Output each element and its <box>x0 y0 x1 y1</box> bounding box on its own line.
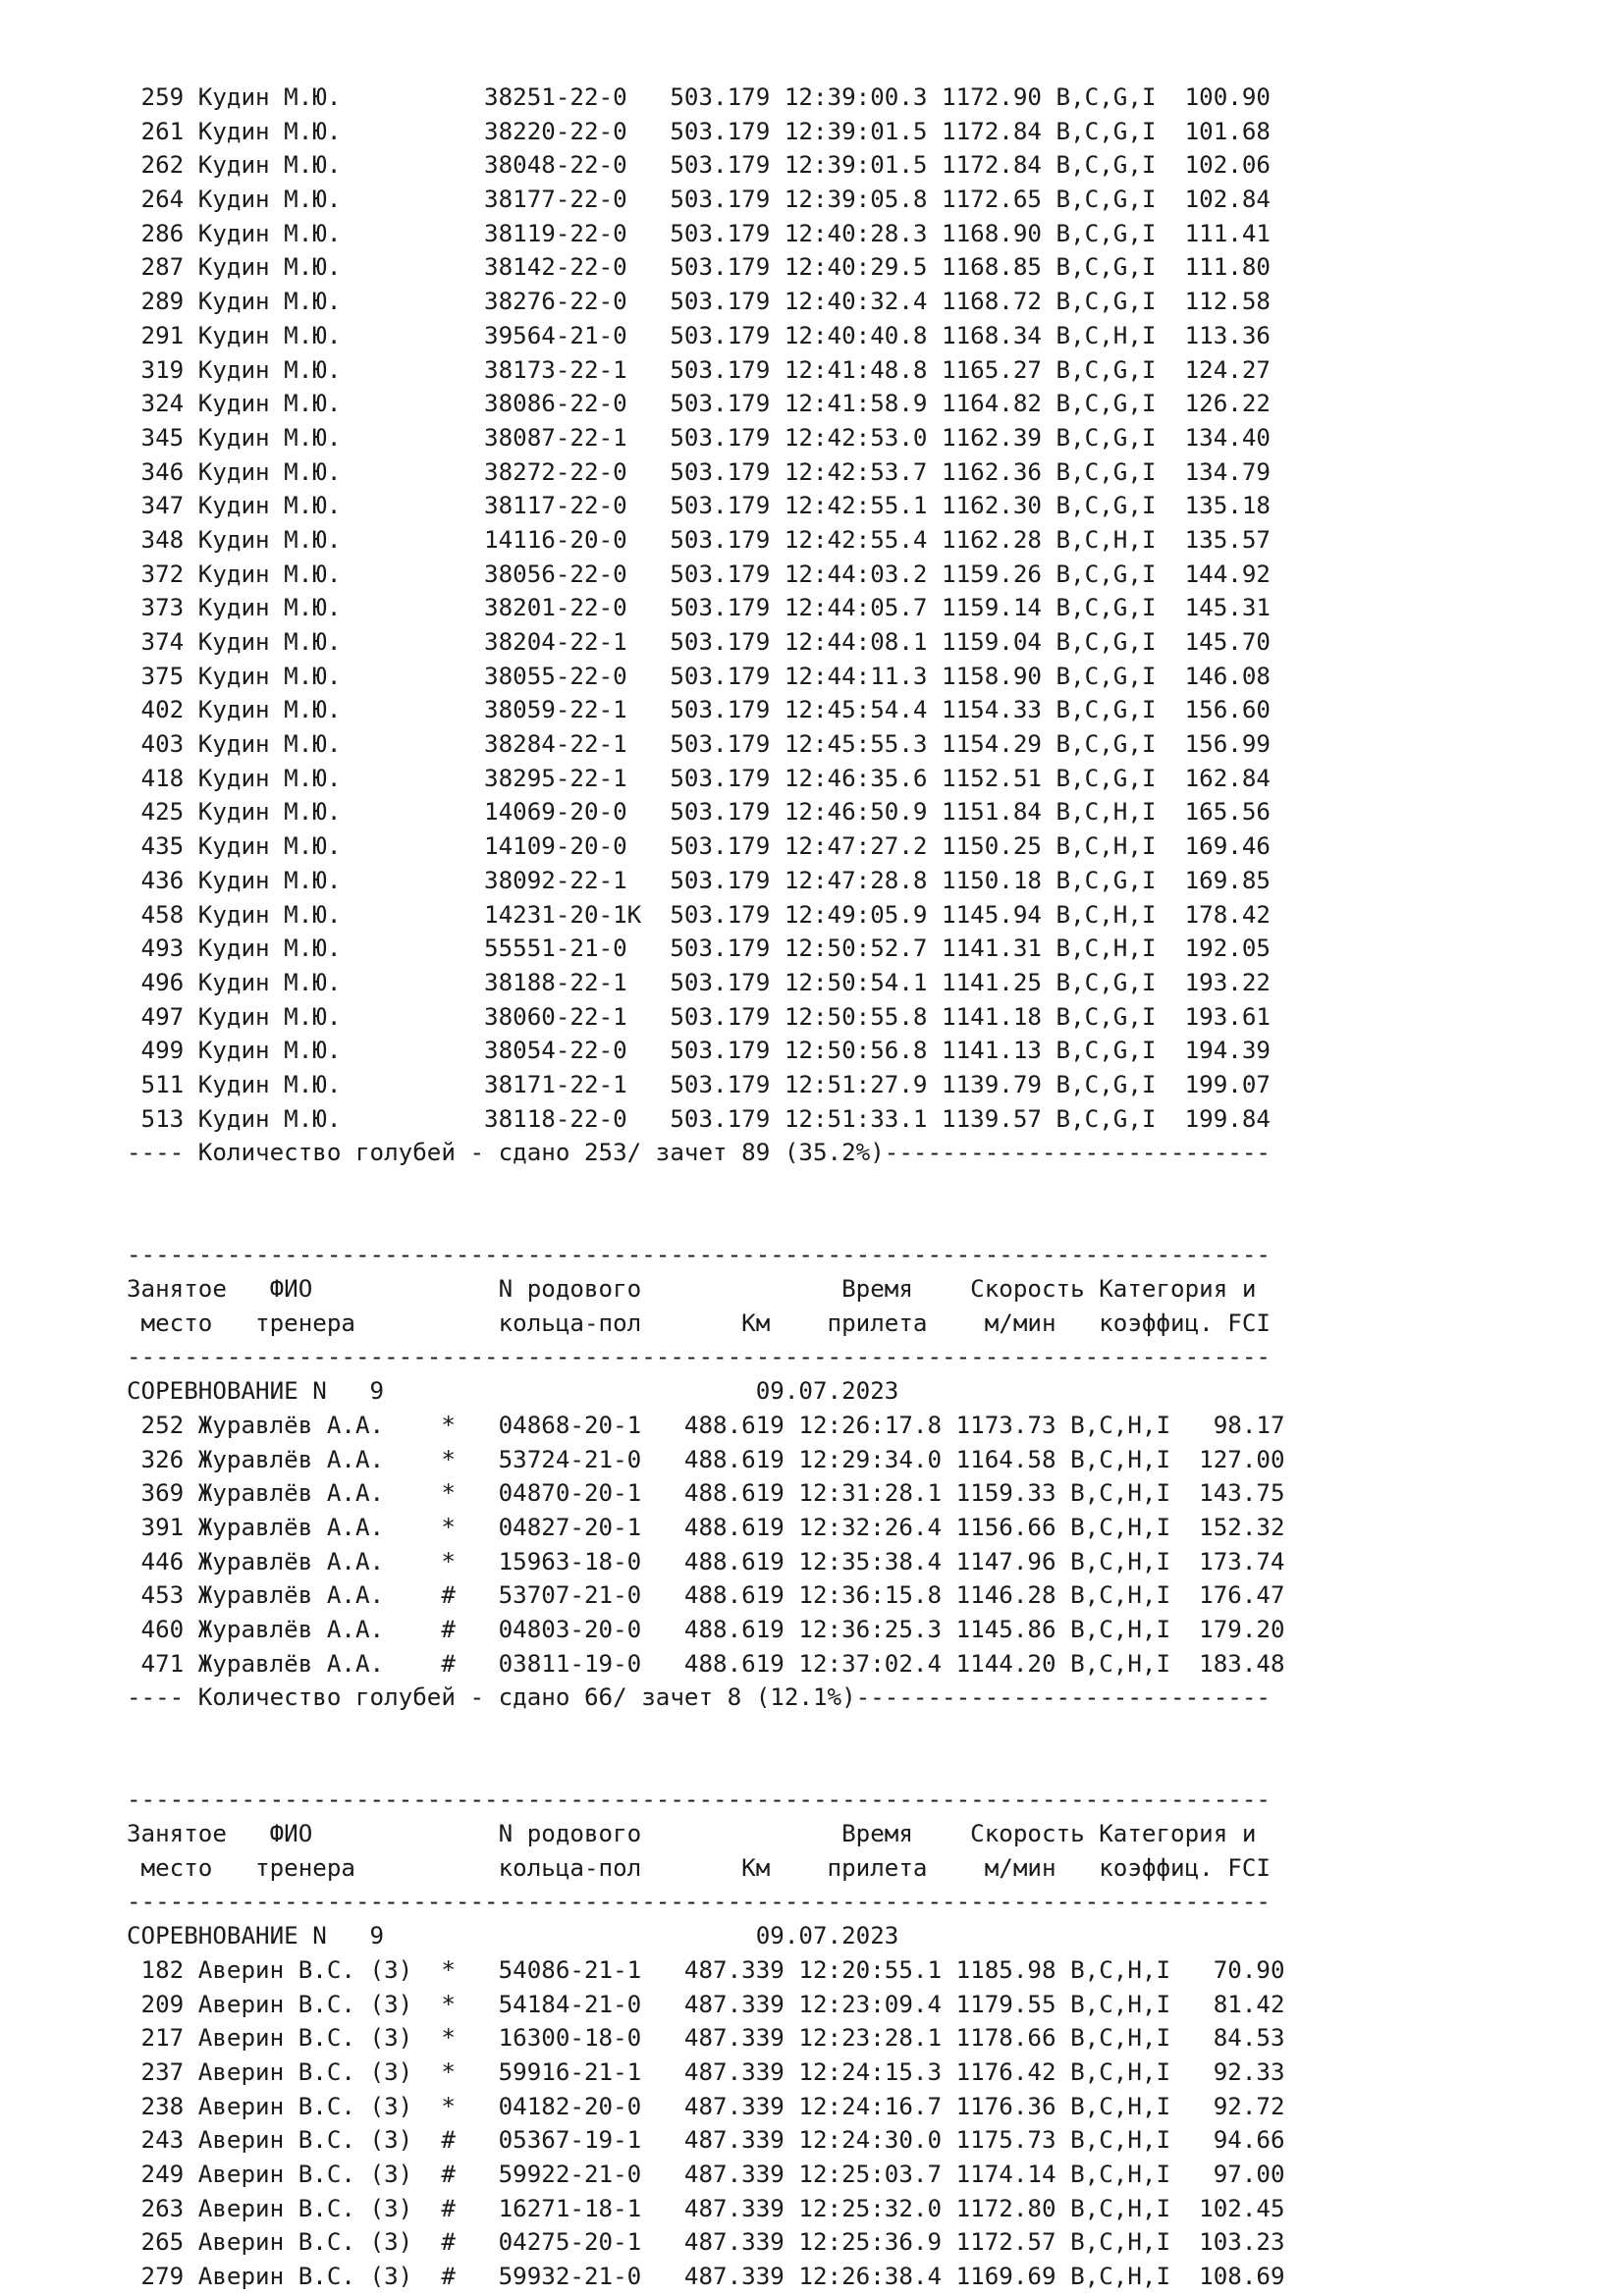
table-row: 265 Аверин В.С. (З) # 04275-20-1 487.339 12:25:36.9 1172.57 B,C,H,I 103.23 <box>127 2228 1285 2257</box>
table-row: 496 Кудин М.Ю. 38188-22-1 503.179 12:50:54.1 1141.25 B,C,G,I 193.22 <box>127 968 1271 996</box>
summary-line: ---- Количество голубей - сдано 253/ зачет 89 (35.2%)--------------------------- <box>127 1139 1271 1167</box>
table-row: 237 Аверин В.С. (З) * 59916-21-1 487.339 12:24:15.3 1176.42 B,C,H,I 92.33 <box>127 2057 1285 2086</box>
table-row: 369 Журавлёв А.А. * 04870-20-1 488.619 12:31:28.1 1159.33 B,C,H,I 143.75 <box>127 1479 1285 1508</box>
table-row: 243 Аверин В.С. (З) # 05367-19-1 487.339 12:24:30.0 1175.73 B,C,H,I 94.66 <box>127 2126 1285 2155</box>
table-row: 345 Кудин М.Ю. 38087-22-1 503.179 12:42:53.0 1162.39 B,C,G,I 134.40 <box>127 423 1271 452</box>
table-row: 346 Кудин М.Ю. 38272-22-0 503.179 12:42:53.7 1162.36 B,C,G,I 134.79 <box>127 457 1271 486</box>
table-row: 471 Журавлёв А.А. # 03811-19-0 488.619 12:37:02.4 1144.20 B,C,H,I 183.48 <box>127 1649 1285 1678</box>
table-row: 324 Кудин М.Ю. 38086-22-0 503.179 12:41:58.9 1164.82 B,C,G,I 126.22 <box>127 390 1271 418</box>
table-row: 436 Кудин М.Ю. 38092-22-1 503.179 12:47:28.8 1150.18 B,C,G,I 169.85 <box>127 866 1271 894</box>
results-document <box>127 80 1285 2294</box>
table-row: 249 Аверин В.С. (З) # 59922-21-0 487.339 12:25:03.7 1174.14 B,C,H,I 97.00 <box>127 2160 1285 2188</box>
table-row: 287 Кудин М.Ю. 38142-22-0 503.179 12:40:29.5 1168.85 B,C,G,I 111.80 <box>127 253 1271 282</box>
table-header-row-2: место тренера кольца-пол Км прилета м/мин коэффиц. FCI <box>127 1308 1271 1337</box>
table-row: 252 Журавлёв А.А. * 04868-20-1 488.619 12:26:17.8 1173.73 B,C,H,I 98.17 <box>127 1411 1285 1439</box>
header-rule: -------------------------------------------------------------------------------- <box>127 1888 1271 1916</box>
table-row: 418 Кудин М.Ю. 38295-22-1 503.179 12:46:35.6 1152.51 B,C,G,I 162.84 <box>127 764 1271 792</box>
table-row: 391 Журавлёв А.А. * 04827-20-1 488.619 12:32:26.4 1156.66 B,C,H,I 152.32 <box>127 1513 1285 1541</box>
table-row: 264 Кудин М.Ю. 38177-22-0 503.179 12:39:05.8 1172.65 B,C,G,I 102.84 <box>127 186 1271 214</box>
header-rule: -------------------------------------------------------------------------------- <box>127 1343 1271 1371</box>
summary-line: ---- Количество голубей - сдано 66/ зачет 8 (12.1%)----------------------------- <box>127 1683 1271 1712</box>
table-header-row-1: Занятое ФИО N родового Время Скорость Категория и <box>127 1275 1257 1304</box>
table-row: 493 Кудин М.Ю. 55551-21-0 503.179 12:50:52.7 1141.31 B,C,H,I 192.05 <box>127 934 1271 963</box>
competition-line: СОРЕВНОВАНИЕ N 9 09.07.2023 <box>127 1377 899 1406</box>
table-row: 217 Аверин В.С. (З) * 16300-18-0 487.339 12:23:28.1 1178.66 B,C,H,I 84.53 <box>127 2024 1285 2053</box>
table-row: 182 Аверин В.С. (З) * 54086-21-1 487.339 12:20:55.1 1185.98 B,C,H,I 70.90 <box>127 1955 1285 1984</box>
table-row: 403 Кудин М.Ю. 38284-22-1 503.179 12:45:55.3 1154.29 B,C,G,I 156.99 <box>127 730 1271 759</box>
table-row: 263 Аверин В.С. (З) # 16271-18-1 487.339 12:25:32.0 1172.80 B,C,H,I 102.45 <box>127 2194 1285 2222</box>
table-row: 446 Журавлёв А.А. * 15963-18-0 488.619 12:35:38.4 1147.96 B,C,H,I 173.74 <box>127 1547 1285 1575</box>
table-row: 289 Кудин М.Ю. 38276-22-0 503.179 12:40:32.4 1168.72 B,C,G,I 112.58 <box>127 288 1271 316</box>
table-header-row-2: место тренера кольца-пол Км прилета м/мин коэффиц. FCI <box>127 1853 1271 1882</box>
table-row: 513 Кудин М.Ю. 38118-22-0 503.179 12:51:33.1 1139.57 B,C,G,I 199.84 <box>127 1104 1271 1133</box>
table-header-row-1: Занятое ФИО N родового Время Скорость Категория и <box>127 1820 1257 1848</box>
table-row: 319 Кудин М.Ю. 38173-22-1 503.179 12:41:48.8 1165.27 B,C,G,I 124.27 <box>127 355 1271 384</box>
table-row: 326 Журавлёв А.А. * 53724-21-0 488.619 12:29:34.0 1164.58 B,C,H,I 127.00 <box>127 1445 1285 1473</box>
table-row: 348 Кудин М.Ю. 14116-20-0 503.179 12:42:55.4 1162.28 B,C,H,I 135.57 <box>127 525 1271 554</box>
table-row: 262 Кудин М.Ю. 38048-22-0 503.179 12:39:01.5 1172.84 B,C,G,I 102.06 <box>127 151 1271 180</box>
table-row: 453 Журавлёв А.А. # 53707-21-0 488.619 12:36:15.8 1146.28 B,C,H,I 176.47 <box>127 1581 1285 1610</box>
spacer <box>127 1170 1285 1204</box>
table-row: 402 Кудин М.Ю. 38059-22-1 503.179 12:45:54.4 1154.33 B,C,G,I 156.60 <box>127 696 1271 724</box>
table-row: 511 Кудин М.Ю. 38171-22-1 503.179 12:51:27.9 1139.79 B,C,G,I 199.07 <box>127 1070 1271 1098</box>
spacer <box>127 1715 1285 1749</box>
table-row: 435 Кудин М.Ю. 14109-20-0 503.179 12:47:27.2 1150.25 B,C,H,I 169.46 <box>127 832 1271 861</box>
table-row: 347 Кудин М.Ю. 38117-22-0 503.179 12:42:55.1 1162.30 B,C,G,I 135.18 <box>127 492 1271 520</box>
spacer <box>127 1204 1285 1239</box>
table-row: 373 Кудин М.Ю. 38201-22-0 503.179 12:44:05.7 1159.14 B,C,G,I 145.31 <box>127 594 1271 622</box>
table-row: 460 Журавлёв А.А. # 04803-20-0 488.619 12:36:25.3 1145.86 B,C,H,I 179.20 <box>127 1615 1285 1643</box>
table-row: 238 Аверин В.С. (З) * 04182-20-0 487.339 12:24:16.7 1176.36 B,C,H,I 92.72 <box>127 2092 1285 2120</box>
table-row: 375 Кудин М.Ю. 38055-22-0 503.179 12:44:11.3 1158.90 B,C,G,I 146.08 <box>127 662 1271 690</box>
table-row: 374 Кудин М.Ю. 38204-22-1 503.179 12:44:08.1 1159.04 B,C,G,I 145.70 <box>127 628 1271 656</box>
section-rule: -------------------------------------------------------------------------------- <box>127 1786 1271 1814</box>
table-row: 279 Аверин В.С. (З) # 59932-21-0 487.339 12:26:38.4 1169.69 B,C,H,I 108.69 <box>127 2263 1285 2290</box>
table-row: 291 Кудин М.Ю. 39564-21-0 503.179 12:40:40.8 1168.34 B,C,H,I 113.36 <box>127 321 1271 349</box>
table-row: 499 Кудин М.Ю. 38054-22-0 503.179 12:50:56.8 1141.13 B,C,G,I 194.39 <box>127 1037 1271 1065</box>
section-rule: -------------------------------------------------------------------------------- <box>127 1241 1271 1269</box>
competition-line: СОРЕВНОВАНИЕ N 9 09.07.2023 <box>127 1922 899 1950</box>
table-row: 209 Аверин В.С. (З) * 54184-21-0 487.339 12:23:09.4 1179.55 B,C,H,I 81.42 <box>127 1990 1285 2018</box>
table-row: 261 Кудин М.Ю. 38220-22-0 503.179 12:39:01.5 1172.84 B,C,G,I 101.68 <box>127 117 1271 145</box>
table-row: 458 Кудин М.Ю. 14231-20-1K 503.179 12:49:05.9 1145.94 B,C,H,I 178.42 <box>127 900 1271 929</box>
spacer <box>127 1749 1285 1784</box>
table-row: 286 Кудин М.Ю. 38119-22-0 503.179 12:40:28.3 1168.90 B,C,G,I 111.41 <box>127 219 1271 247</box>
table-row: 425 Кудин М.Ю. 14069-20-0 503.179 12:46:50.9 1151.84 B,C,H,I 165.56 <box>127 798 1271 827</box>
table-row: 372 Кудин М.Ю. 38056-22-0 503.179 12:44:03.2 1159.26 B,C,G,I 144.92 <box>127 560 1271 588</box>
table-row: 497 Кудин М.Ю. 38060-22-1 503.179 12:50:55.8 1141.18 B,C,G,I 193.61 <box>127 1002 1271 1031</box>
table-row: 259 Кудин М.Ю. 38251-22-0 503.179 12:39:00.3 1172.90 B,C,G,I 100.90 <box>127 83 1271 111</box>
